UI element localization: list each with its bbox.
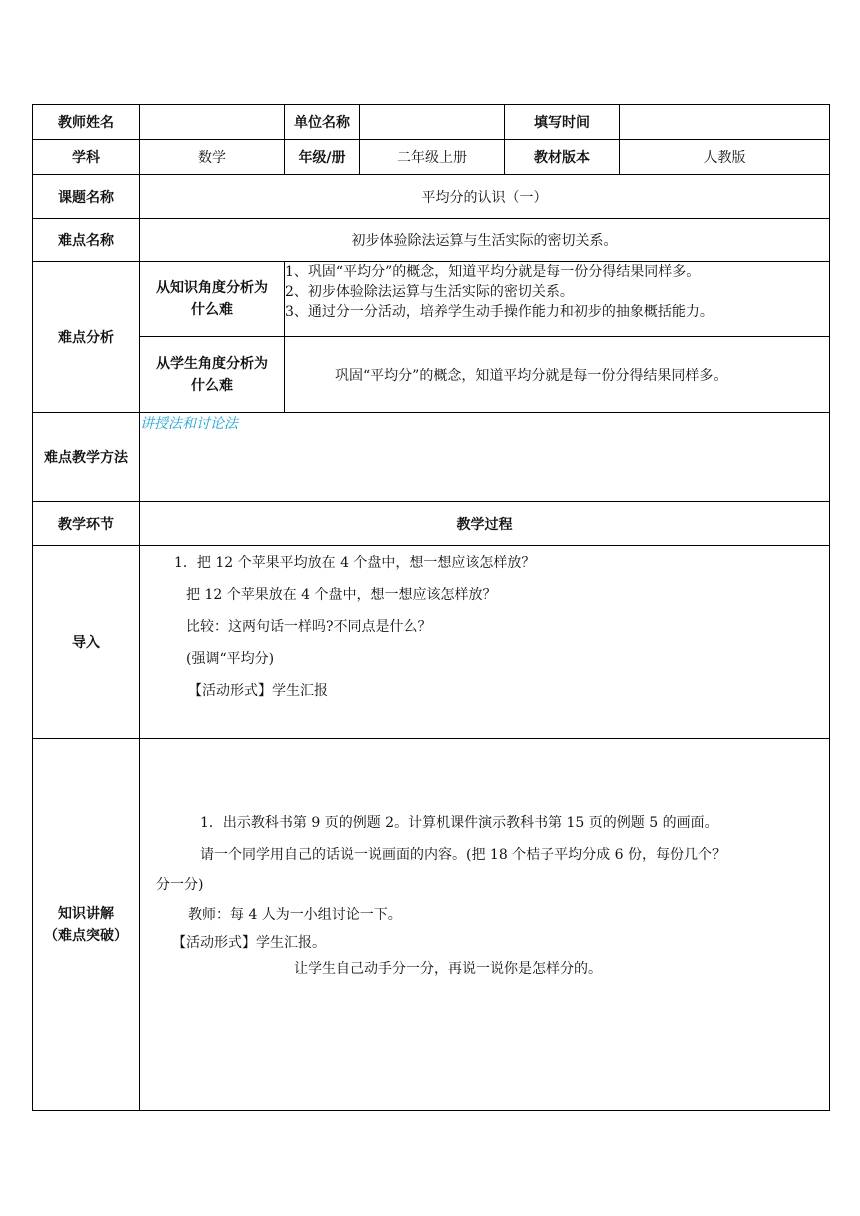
- subject-value: 数学: [140, 140, 285, 175]
- intro-line: 比较：这两句话一样吗?不同点是什么？: [186, 619, 432, 635]
- unit-name-label: 单位名称: [285, 105, 360, 140]
- student-angle-content: [285, 337, 830, 413]
- topic-label: 课题名称: [33, 175, 140, 219]
- subject-label: 学科: [33, 140, 140, 175]
- stage-header: 教学环节: [33, 502, 140, 546]
- knowledge-label-line-1: 知识讲解: [58, 905, 114, 922]
- analysis-label: 难点分析: [33, 262, 140, 413]
- knowledge-label-line-2: （难点突破）: [44, 927, 128, 944]
- knowledge-line: 请一个同学用自己的话说一说画面的内容。(把 18 个桔子平均分成 6 份，每份几个？: [200, 847, 726, 863]
- topic-row: [33, 175, 830, 219]
- intro-row: [33, 546, 830, 739]
- teacher-name-value: [140, 105, 285, 140]
- knowledge-angle-label-line-1: 从知识角度分析为: [156, 280, 268, 296]
- knowledge-angle-label: [140, 262, 285, 337]
- grade-value: 二年级上册: [360, 140, 505, 175]
- intro-line: 把 12 个苹果放在 4 个盘中，想一想应该怎样放？: [186, 587, 497, 603]
- analysis-knowledge-row: [33, 262, 830, 337]
- knowledge-line: 2、初步体验除法运算与生活实际的密切关系。: [285, 284, 574, 300]
- difficulty-row: [33, 219, 830, 262]
- student-angle-label-line-1: 从学生角度分析为: [156, 355, 268, 372]
- topic-value: 平均分的认识（一）: [140, 175, 830, 219]
- knowledge-content: [140, 739, 830, 1111]
- process-header: 教学过程: [140, 502, 830, 546]
- edition-value: 人教版: [620, 140, 830, 175]
- knowledge-line: 让学生自己动手分一分，再说一说你是怎样分的。: [294, 961, 602, 977]
- process-header-row: [33, 502, 830, 546]
- student-angle-text: 巩固“平均分”的概念，知道平均分就是每一份分得结果同样多。: [335, 367, 728, 384]
- lesson-plan-table: [32, 104, 830, 1111]
- difficulty-value: 初步体验除法运算与生活实际的密切关系。: [140, 219, 830, 262]
- knowledge-line: 1、巩固“平均分”的概念，知道平均分就是每一份分得结果同样多。: [285, 264, 701, 280]
- knowledge-line: 【活动形式】学生汇报。: [172, 935, 326, 951]
- knowledge-label: [33, 739, 140, 1111]
- analysis-student-row: [33, 337, 830, 413]
- unit-name-value: [360, 105, 505, 140]
- subject-row: [33, 140, 830, 175]
- method-label: 难点教学方法: [33, 413, 140, 502]
- intro-line: (强调“平均分): [186, 651, 275, 667]
- knowledge-line: 教师：每 4 人为一小组讨论一下。: [188, 907, 402, 923]
- intro-line: 1．把 12 个苹果平均放在 4 个盘中，想一想应该怎样放？: [174, 555, 536, 571]
- knowledge-line: 分一分): [156, 877, 204, 893]
- teacher-name-label: 教师姓名: [33, 105, 140, 140]
- knowledge-angle-content: [285, 262, 830, 337]
- student-angle-label: [140, 337, 285, 413]
- intro-content: [140, 546, 830, 739]
- student-angle-label-line-2: 什么难: [191, 377, 233, 394]
- method-row: [33, 413, 830, 502]
- fill-date-label: 填写时间: [505, 105, 620, 140]
- grade-label: 年级/册: [285, 140, 360, 175]
- knowledge-row: [33, 739, 830, 1111]
- intro-line: 【活动形式】学生汇报: [188, 683, 328, 699]
- method-value: 讲授法和讨论法: [140, 413, 830, 502]
- intro-label: 导入: [33, 546, 140, 739]
- header-row: [33, 105, 830, 140]
- difficulty-label: 难点名称: [33, 219, 140, 262]
- knowledge-line: 1．出示教科书第 9 页的例题 2。计算机课件演示教科书第 15 页的例题 5 的画面。: [200, 815, 719, 831]
- edition-label: 教材版本: [505, 140, 620, 175]
- knowledge-angle-label-line-2: 什么难: [191, 302, 233, 318]
- knowledge-line: 3、通过分一分活动，培养学生动手操作能力和初步的抽象概括能力。: [285, 304, 714, 320]
- fill-date-value: [620, 105, 830, 140]
